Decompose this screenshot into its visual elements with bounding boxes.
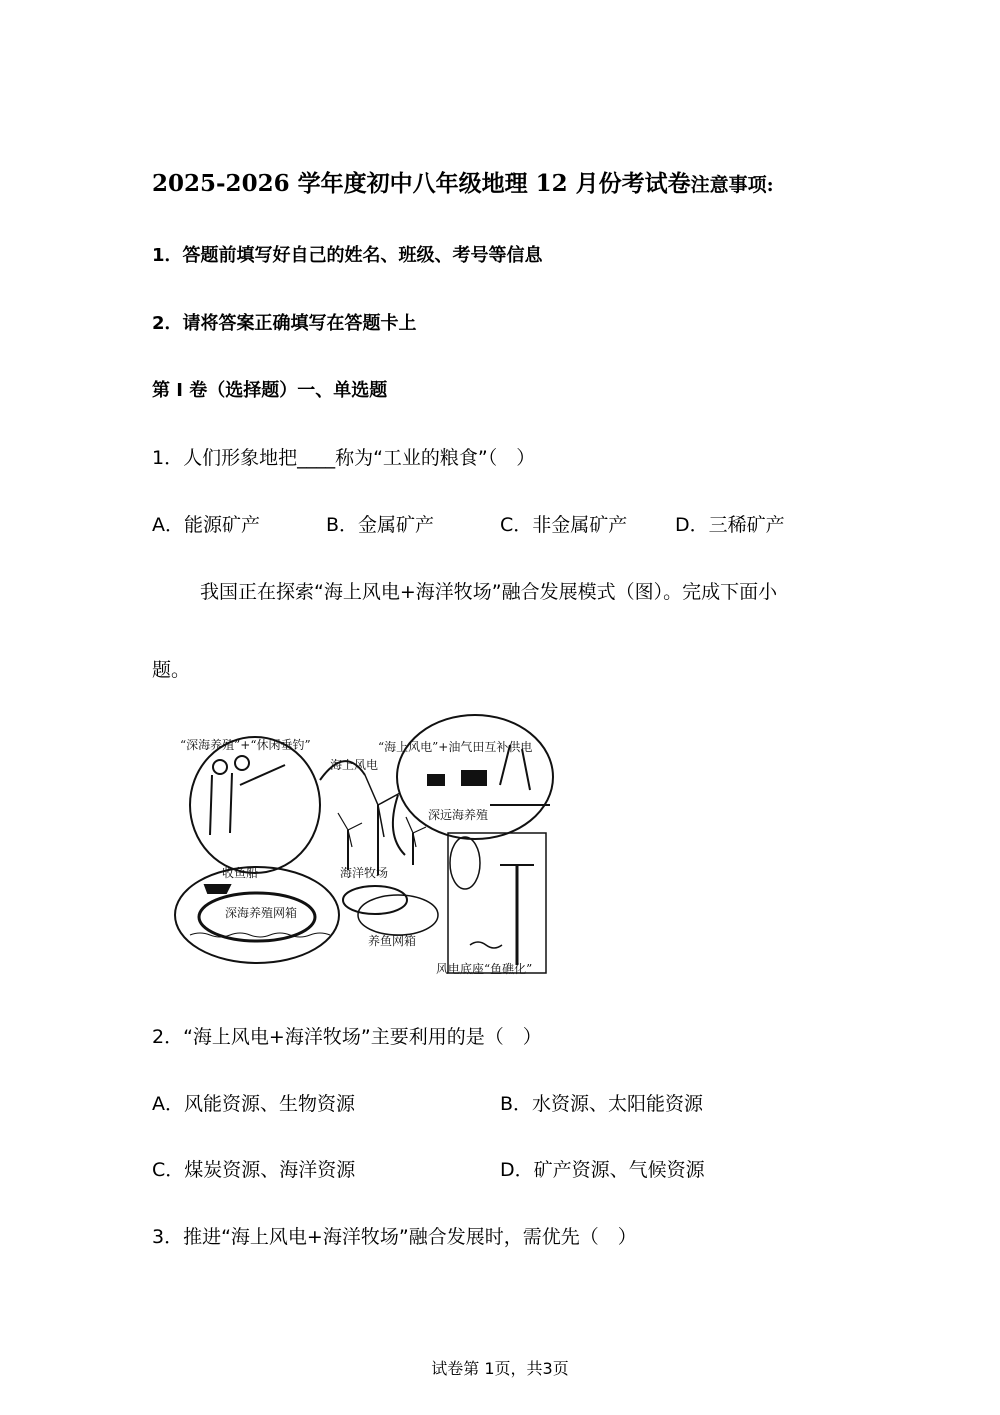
passage-intro-line-2: 题。 bbox=[152, 659, 191, 681]
notice-1: 1．答题前填写好自己的姓名、班级、考号等信息 bbox=[152, 245, 543, 266]
question-2-stem: 2．“海上风电+海洋牧场”主要利用的是（ ） bbox=[152, 1026, 542, 1048]
question-2-option-b: B．水资源、太阳能资源 bbox=[500, 1093, 704, 1115]
exam-title bbox=[152, 172, 774, 197]
label-turbine-base-reef: 风电底座“鱼礁化” bbox=[436, 962, 533, 976]
question-1-option-a: A．能源矿产 bbox=[152, 514, 260, 536]
notice-2: 2．请将答案正确填写在答题卡上 bbox=[152, 313, 417, 334]
label-wind-oil-gas: “海上风电”+油气田互补供电 bbox=[378, 740, 533, 754]
figure-illustration bbox=[170, 705, 570, 985]
question-1-option-c: C．非金属矿产 bbox=[500, 514, 628, 536]
question-2-option-c: C．煤炭资源、海洋资源 bbox=[152, 1159, 356, 1181]
question-2-option-a: A．风能资源、生物资源 bbox=[152, 1093, 355, 1115]
section-heading: 第 I 卷（选择题）一、单选题 bbox=[152, 380, 388, 401]
label-deep-sea-leisure: “深海养殖”+“休闲垂钓” bbox=[180, 738, 311, 752]
base-reef-box bbox=[448, 833, 546, 973]
notice-label: 注意事项: bbox=[690, 174, 774, 196]
label-offshore-wind: 海上风电 bbox=[330, 758, 379, 772]
question-1-stem: 1．人们形象地把____称为“工业的粮食”（ ） bbox=[152, 447, 536, 469]
offshore-wind-ranch-figure bbox=[170, 705, 570, 985]
label-fish-cage: 养鱼网箱 bbox=[368, 934, 417, 948]
label-fishing-boat: 收鱼船 bbox=[222, 866, 259, 880]
question-2-option-d: D．矿产资源、气候资源 bbox=[500, 1159, 705, 1181]
label-deep-sea-cage: 深海养殖网箱 bbox=[225, 906, 298, 920]
title-text: 2025-2026 学年度初中八年级地理 12 月份考试卷 bbox=[152, 170, 691, 197]
question-1-option-b: B．金属矿产 bbox=[326, 514, 435, 536]
question-3-stem: 3．推进“海上风电+海洋牧场”融合发展时，需优先（ ） bbox=[152, 1226, 637, 1248]
leisure-fishing-circle bbox=[190, 737, 320, 873]
label-marine-ranch: 海洋牧场 bbox=[340, 866, 389, 880]
question-1-option-d: D．三稀矿产 bbox=[675, 514, 785, 536]
passage-intro-line-1: 我国正在探索“海上风电+海洋牧场”融合发展模式（图）。完成下面小 bbox=[200, 581, 778, 603]
page-footer: 试卷第 1页，共3页 bbox=[431, 1359, 569, 1378]
label-far-sea-farming: 深远海养殖 bbox=[428, 808, 489, 822]
